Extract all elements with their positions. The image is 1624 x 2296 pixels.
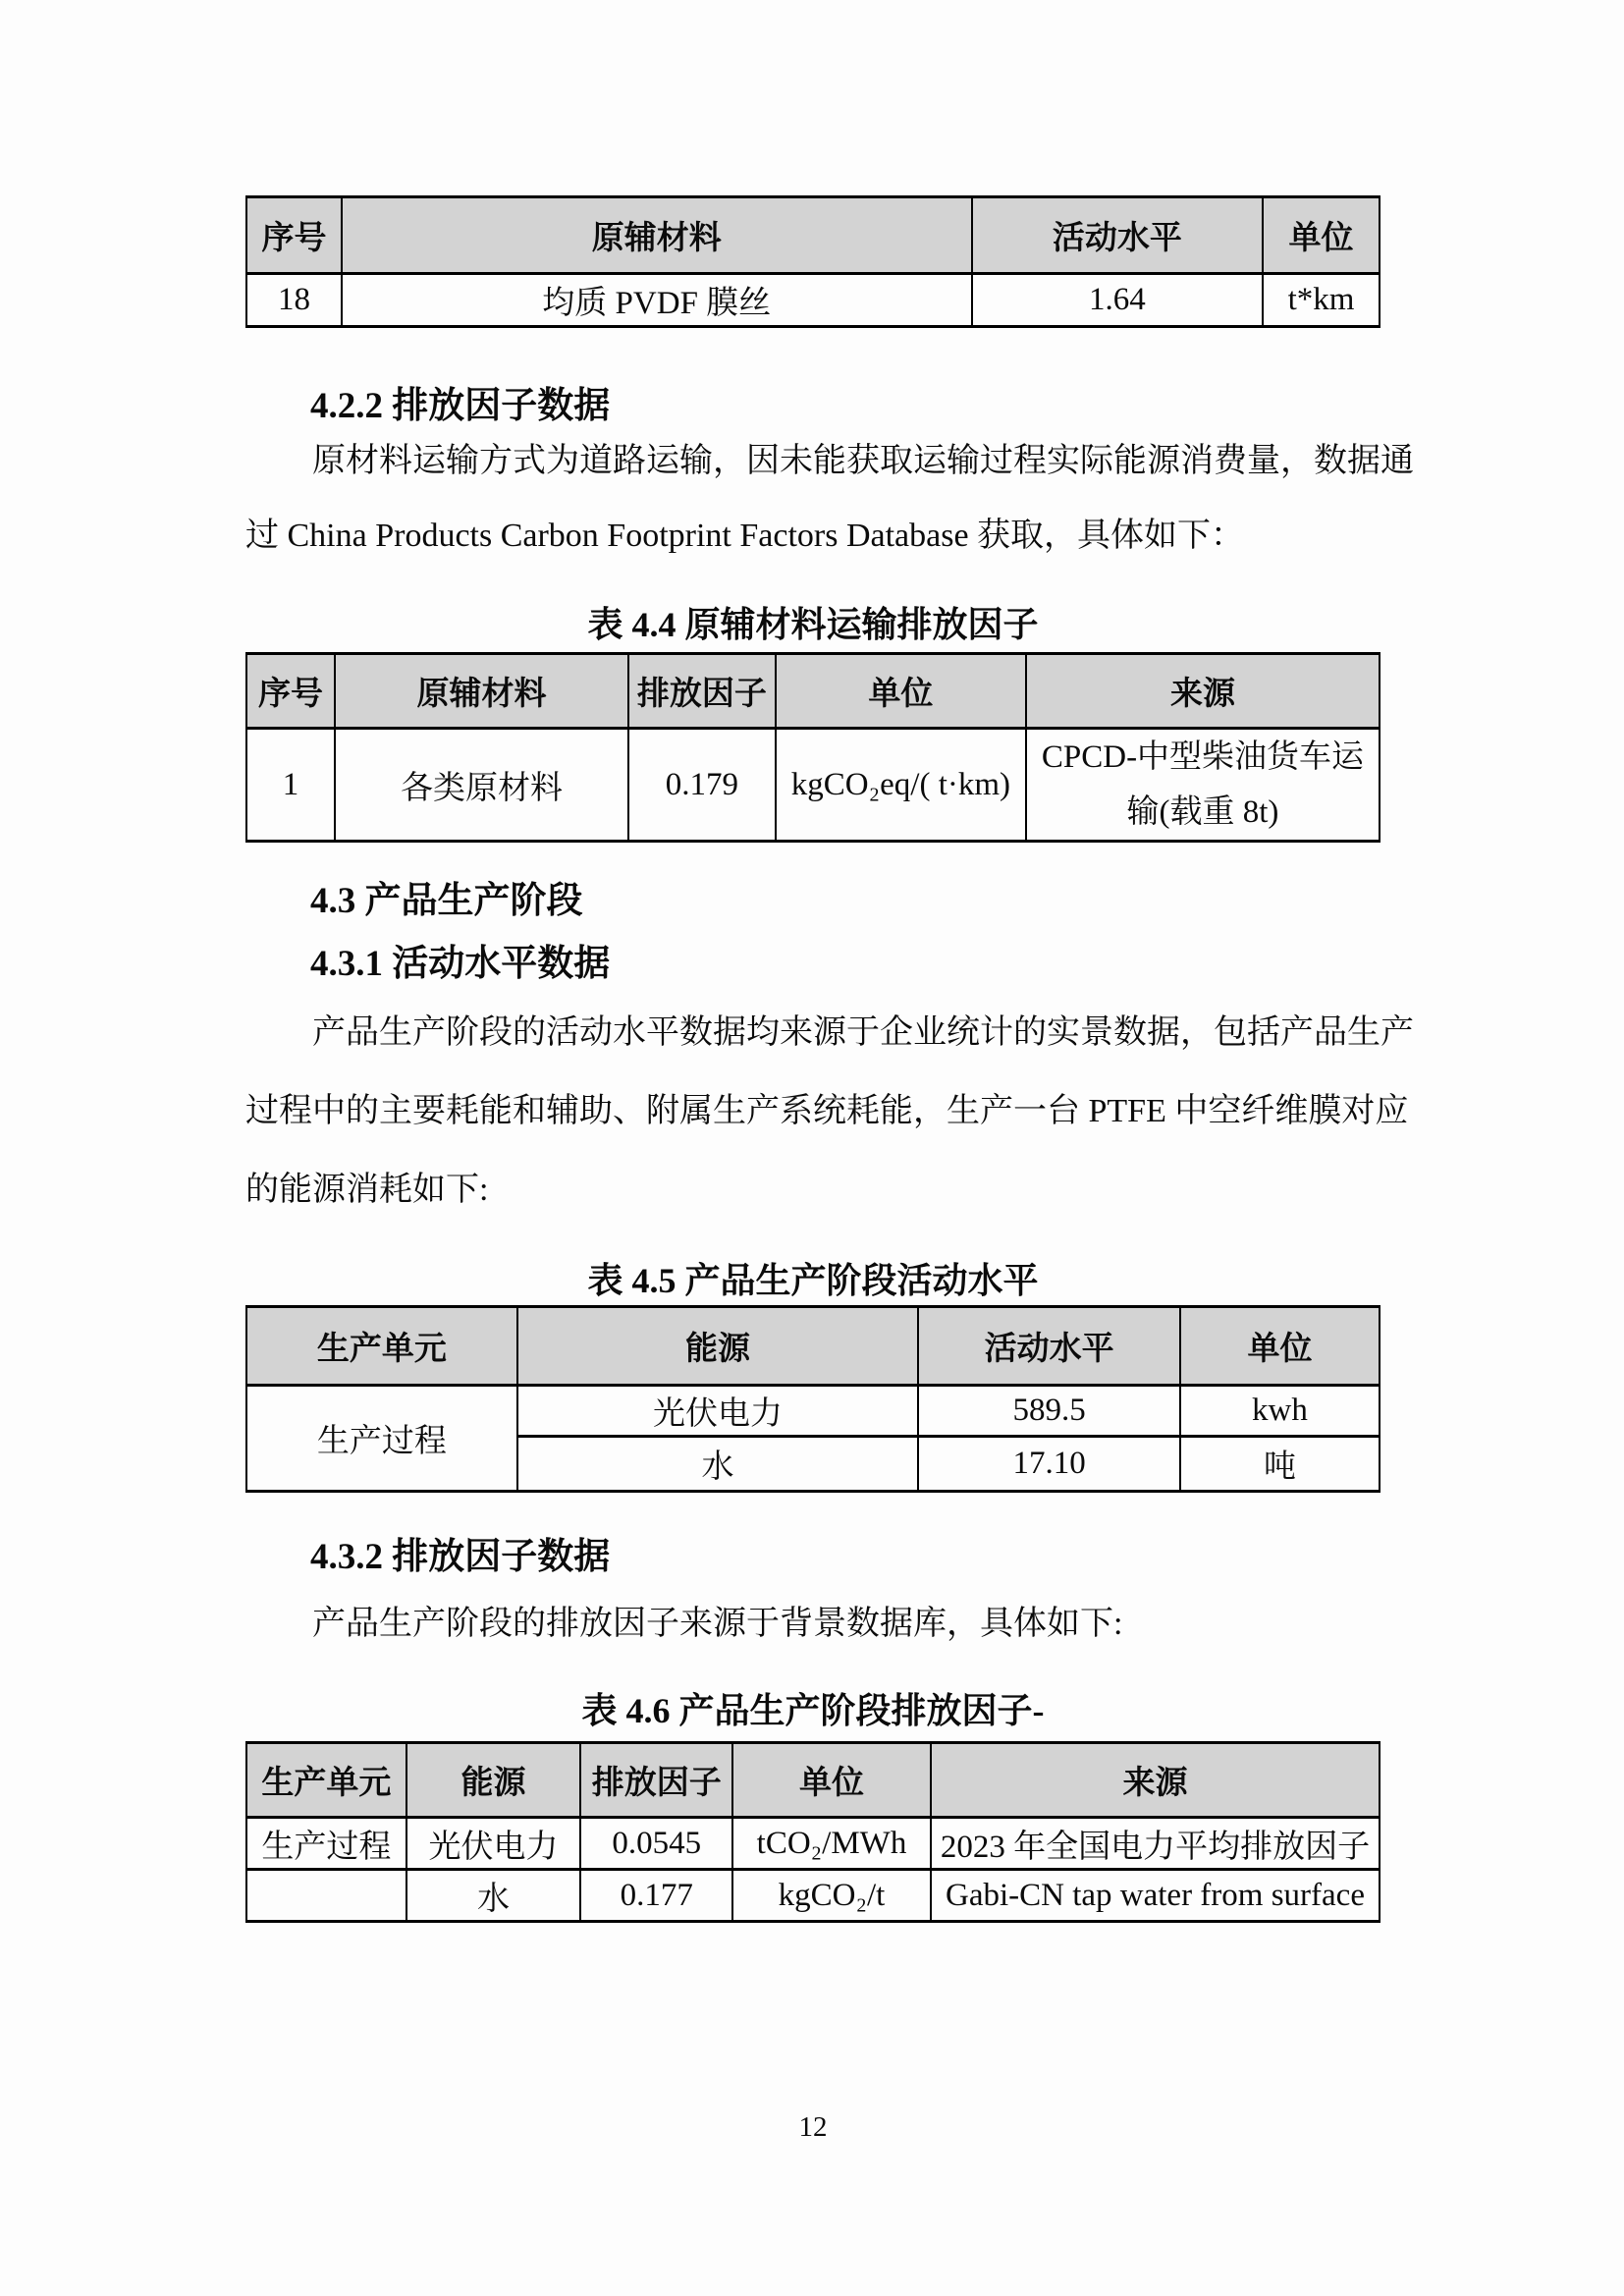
cell-unit: 吨 — [1180, 1437, 1380, 1492]
cell-unit: t*km — [1263, 274, 1380, 327]
cell-index: 1 — [246, 729, 335, 842]
cell-unit: kgCO₂/t — [732, 1870, 931, 1922]
materials-activity-table — [245, 195, 1380, 328]
cell-index: 18 — [246, 274, 342, 327]
table-4-5-caption: 表 4.5 产品生产阶段活动水平 — [587, 1261, 1039, 1300]
table-4-6-caption: 表 4.6 产品生产阶段排放因子- — [581, 1691, 1045, 1730]
heading-4-3-1: 4.3.1 活动水平数据 — [310, 944, 611, 984]
column-header-source: 来源 — [931, 1743, 1380, 1818]
table-row — [246, 274, 1380, 327]
column-header-index: 序号 — [246, 197, 342, 274]
column-header-material: 原辅材料 — [342, 197, 972, 274]
column-header-unit: 单位 — [1180, 1307, 1380, 1386]
cell-energy: 光伏电力 — [517, 1386, 919, 1437]
cell-activity: 589.5 — [918, 1386, 1180, 1437]
cell-energy: 水 — [517, 1437, 919, 1492]
cell-unit: kwh — [1180, 1386, 1380, 1437]
paragraph-line: 过程中的主要耗能和辅助、附属生产系统耗能，生产一台 PTFE 中空纤维膜对应 — [245, 1093, 1409, 1129]
column-header-energy: 能源 — [406, 1743, 581, 1818]
cell-energy: 光伏电力 — [406, 1818, 581, 1870]
column-header-material: 原辅材料 — [335, 654, 628, 729]
table-header-row — [246, 197, 1380, 274]
paragraph-line: 过 China Products Carbon Footprint Factors Database 获取，具体如下： — [245, 518, 1245, 554]
heading-4-3-2: 4.3.2 排放因子数据 — [310, 1537, 611, 1577]
column-header-source: 来源 — [1026, 654, 1380, 729]
column-header-factor: 排放因子 — [628, 654, 776, 729]
cell-material: 各类原材料 — [335, 729, 628, 842]
production-activity-table — [245, 1305, 1380, 1493]
table-header-row — [246, 1743, 1380, 1818]
paragraph-line: 产品生产阶段的活动水平数据均来源于企业统计的实景数据，包括产品生产 — [312, 1014, 1414, 1051]
cell-unit: kgCO₂eq/( t·km) — [776, 729, 1026, 842]
table-row — [246, 729, 1380, 842]
cell-activity: 17.10 — [918, 1437, 1180, 1492]
cell-factor: 0.177 — [580, 1870, 732, 1922]
column-header-factor: 排放因子 — [580, 1743, 732, 1818]
table-header-row — [246, 654, 1380, 729]
column-header-unit-name: 生产单元 — [246, 1307, 517, 1386]
cell-source: 2023 年全国电力平均排放因子 — [931, 1818, 1380, 1870]
heading-4-2-2: 4.2.2 排放因子数据 — [310, 386, 611, 426]
cell-source: Gabi-CN tap water from surface — [931, 1870, 1380, 1922]
table-row — [246, 1386, 1380, 1437]
cell-source: CPCD-中型柴油货车运输(载重 8t) — [1026, 729, 1380, 842]
cell-material: 均质 PVDF 膜丝 — [342, 274, 972, 327]
transport-emission-factor-table — [245, 652, 1380, 843]
column-header-index: 序号 — [246, 654, 335, 729]
page-number: 12 — [798, 2111, 828, 2143]
heading-4-3: 4.3 产品生产阶段 — [310, 881, 583, 921]
cell-energy: 水 — [406, 1870, 581, 1922]
paragraph-line: 的能源消耗如下: — [245, 1172, 489, 1208]
paragraph-line: 产品生产阶段的排放因子来源于背景数据库，具体如下: — [312, 1606, 1123, 1642]
column-header-energy: 能源 — [517, 1307, 919, 1386]
table-row — [246, 1870, 1380, 1922]
table-row — [246, 1818, 1380, 1870]
cell-activity: 1.64 — [972, 274, 1264, 327]
cell-production-unit: 生产过程 — [246, 1818, 406, 1870]
paragraph-line: 原材料运输方式为道路运输，因未能获取运输过程实际能源消费量，数据通 — [312, 443, 1414, 479]
column-header-activity: 活动水平 — [918, 1307, 1180, 1386]
cell-factor: 0.179 — [628, 729, 776, 842]
cell-unit: tCO₂/MWh — [732, 1818, 931, 1870]
column-header-unit-name: 生产单元 — [246, 1743, 406, 1818]
column-header-unit: 单位 — [732, 1743, 931, 1818]
production-emission-factor-table — [245, 1741, 1380, 1923]
column-header-activity: 活动水平 — [972, 197, 1264, 274]
column-header-unit: 单位 — [1263, 197, 1380, 274]
column-header-unit: 单位 — [776, 654, 1026, 729]
table-4-4-caption: 表 4.4 原辅材料运输排放因子 — [587, 605, 1039, 644]
cell-production-unit-empty — [246, 1870, 406, 1922]
cell-factor: 0.0545 — [580, 1818, 732, 1870]
table-header-row — [246, 1307, 1380, 1386]
cell-production-unit: 生产过程 — [246, 1386, 517, 1492]
